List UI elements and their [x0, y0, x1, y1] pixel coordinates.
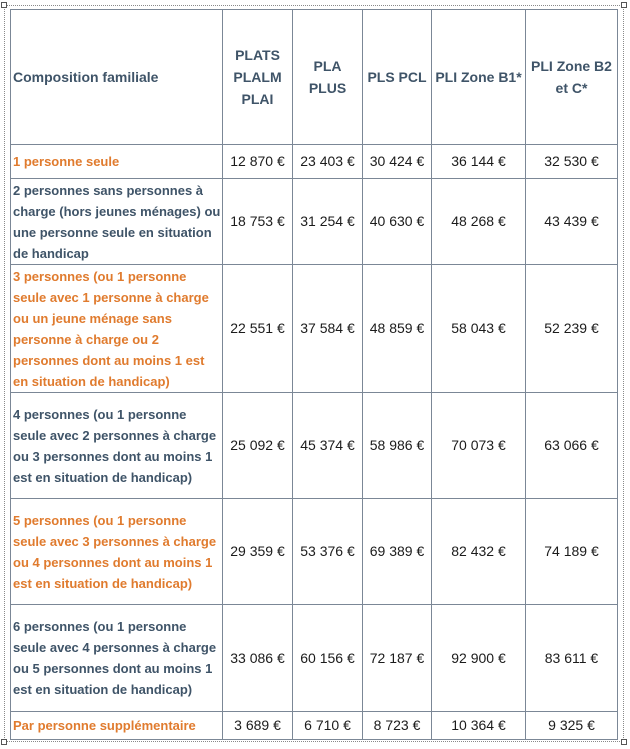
row-label: 3 personnes (ou 1 personne seule avec 1 personne à charge ou un jeune ménage sans personne à charge ou 2 personnes dont au moins 1 est en situation de handicap) [11, 265, 223, 393]
table-row [11, 145, 618, 179]
income-cell: 37 584 € [293, 265, 363, 393]
income-cell: 82 432 € [432, 499, 526, 605]
header-pla-plus: PLA PLUS [293, 10, 363, 145]
income-cell: 53 376 € [293, 499, 363, 605]
resize-handle-top-right[interactable] [621, 2, 627, 8]
income-cell: 83 611 € [526, 605, 618, 712]
income-cell: 52 239 € [526, 265, 618, 393]
resize-handle-bottom-right[interactable] [621, 739, 627, 745]
table-row [11, 179, 618, 265]
row-label: 6 personnes (ou 1 personne seule avec 4 personnes à charge ou 5 personnes dont au moins 1 est en situation de handicap) [11, 605, 223, 712]
income-cell: 10 364 € [432, 712, 526, 740]
income-cell: 72 187 € [363, 605, 432, 712]
income-ceiling-table [10, 9, 618, 740]
income-cell: 18 753 € [223, 179, 293, 265]
row-label: 2 personnes sans personnes à charge (hors jeunes ménages) ou une personne seule en situation de handicap [11, 179, 223, 265]
income-cell: 48 859 € [363, 265, 432, 393]
income-cell: 3 689 € [223, 712, 293, 740]
table-row [11, 712, 618, 740]
table-header-row [11, 10, 618, 145]
row-label: Par personne supplémentaire [11, 712, 223, 740]
income-cell: 92 900 € [432, 605, 526, 712]
resize-handle-top-left[interactable] [1, 2, 7, 8]
header-pli-b2-c: PLI Zone B2 et C* [526, 10, 618, 145]
income-cell: 9 325 € [526, 712, 618, 740]
income-cell: 22 551 € [223, 265, 293, 393]
income-cell: 69 389 € [363, 499, 432, 605]
header-pli-b1: PLI Zone B1* [432, 10, 526, 145]
income-cell: 70 073 € [432, 393, 526, 499]
table-row [11, 605, 618, 712]
income-cell: 31 254 € [293, 179, 363, 265]
income-cell: 30 424 € [363, 145, 432, 179]
income-cell: 58 986 € [363, 393, 432, 499]
income-cell: 45 374 € [293, 393, 363, 499]
income-cell: 48 268 € [432, 179, 526, 265]
header-pls-pcl: PLS PCL [363, 10, 432, 145]
table-row [11, 393, 618, 499]
header-plats-plalm-plai: PLATS PLALM PLAI [223, 10, 293, 145]
income-cell: 25 092 € [223, 393, 293, 499]
income-cell: 12 870 € [223, 145, 293, 179]
table-row [11, 499, 618, 605]
income-cell: 29 359 € [223, 499, 293, 605]
income-cell: 36 144 € [432, 145, 526, 179]
row-label: 4 personnes (ou 1 personne seule avec 2 personnes à charge ou 3 personnes dont au moins 1 est en situation de handicap) [11, 393, 223, 499]
income-cell: 33 086 € [223, 605, 293, 712]
table-row [11, 265, 618, 393]
row-label: 1 personne seule [11, 145, 223, 179]
header-composition: Composition familiale [11, 10, 223, 145]
income-cell: 74 189 € [526, 499, 618, 605]
income-cell: 40 630 € [363, 179, 432, 265]
row-label: 5 personnes (ou 1 personne seule avec 3 personnes à charge ou 4 personnes dont au moins 1 est en situation de handicap) [11, 499, 223, 605]
income-cell: 43 439 € [526, 179, 618, 265]
income-cell: 58 043 € [432, 265, 526, 393]
resize-handle-bottom-left[interactable] [1, 739, 7, 745]
income-cell: 6 710 € [293, 712, 363, 740]
income-cell: 63 066 € [526, 393, 618, 499]
income-cell: 60 156 € [293, 605, 363, 712]
income-cell: 8 723 € [363, 712, 432, 740]
income-cell: 23 403 € [293, 145, 363, 179]
income-cell: 32 530 € [526, 145, 618, 179]
